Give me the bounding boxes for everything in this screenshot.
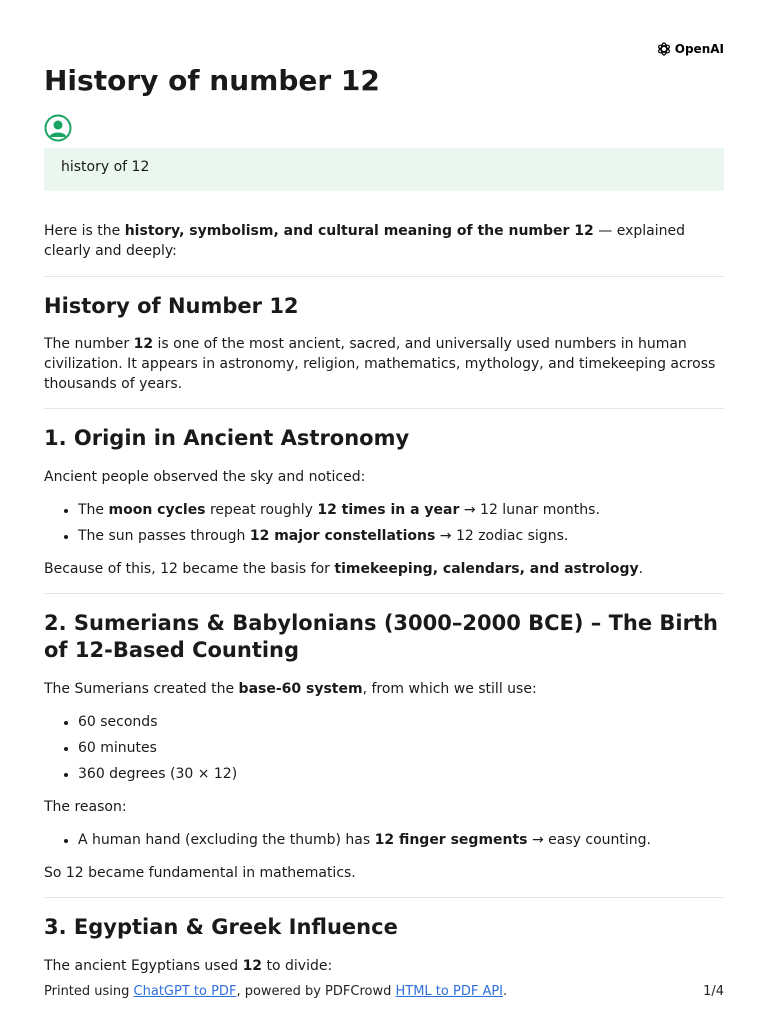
section-heading-3: 3. Egyptian & Greek Influence	[44, 915, 398, 939]
html-to-pdf-api-link[interactable]: HTML to PDF API	[395, 984, 504, 999]
text: The sun passes through	[78, 528, 250, 544]
section3-lead	[44, 956, 724, 976]
bold: 12 major constellations	[249, 528, 436, 544]
user-prompt-text: history of 12	[61, 159, 150, 175]
section-heading-1: 1. Origin in Ancient Astronomy	[44, 426, 410, 450]
main-paragraph	[44, 334, 724, 394]
divider	[44, 276, 724, 277]
text: → 12 lunar months.	[459, 502, 600, 518]
text: repeat roughly	[205, 502, 318, 518]
bold: timekeeping, calendars, and astrology	[334, 561, 639, 577]
list-item	[78, 830, 724, 850]
bold: moon cycles	[108, 502, 206, 518]
bold: 12 finger segments	[374, 832, 528, 848]
list-item: • 360 degrees (30 × 12)	[78, 764, 724, 784]
divider	[44, 593, 724, 594]
footer-text: , powered by PDFCrowd	[236, 984, 396, 999]
text: → easy counting.	[527, 832, 651, 848]
list-item	[78, 526, 724, 546]
chatgpt-to-pdf-link[interactable]: ChatGPT to PDF	[133, 984, 237, 999]
intro-text-end: — explained clearly and deeply:	[44, 223, 685, 259]
user-prompt-box	[44, 148, 724, 191]
openai-logo	[656, 41, 724, 57]
text: The ancient Egyptians used	[44, 958, 243, 974]
main-text: The number	[44, 336, 134, 352]
text: , from which we still use:	[362, 681, 537, 697]
text: The	[78, 502, 109, 518]
page-number: 1/4	[703, 984, 724, 999]
bold: base-60 system	[238, 681, 363, 697]
section1-close	[44, 559, 724, 579]
logo-text: OpenAI	[674, 42, 724, 56]
intro-text: Here is the	[44, 223, 125, 239]
list-item: • 60 minutes	[78, 738, 724, 758]
intro-paragraph	[44, 221, 724, 261]
text: Because of this, 12 became the basis for	[44, 561, 335, 577]
text: .	[638, 561, 644, 577]
section-heading-main: History of Number 12	[44, 294, 299, 318]
bold: 12	[242, 958, 263, 974]
section2-lead	[44, 679, 724, 699]
intro-bold: history, symbolism, and cultural meaning of the number 12	[124, 223, 594, 239]
section1-list	[44, 500, 724, 546]
section-heading-2: 2. Sumerians & Babylonians (3000–2000 BCE) – The Birth of 12-Based Counting	[44, 611, 718, 662]
page-footer	[44, 984, 724, 999]
page-title: History of number 12	[44, 64, 380, 97]
list-item: • 60 seconds	[78, 712, 724, 732]
openai-logo-icon	[656, 41, 672, 57]
list-item	[78, 500, 724, 520]
response-content	[44, 221, 724, 976]
user-avatar-icon	[44, 114, 72, 142]
bold: 12 times in a year	[317, 502, 460, 518]
section2-list	[44, 712, 724, 784]
text: A human hand (excluding the thumb) has	[78, 832, 375, 848]
text: → 12 zodiac signs.	[435, 528, 569, 544]
footer-text: .	[503, 984, 508, 999]
section1-lead: Ancient people observed the sky and noticed:	[44, 469, 366, 485]
section2-reason-list	[44, 830, 724, 850]
footer-text: Printed using	[44, 984, 134, 999]
main-bold: 12	[133, 336, 154, 352]
divider	[44, 408, 724, 409]
section2-reason: The reason:	[44, 799, 127, 815]
text: The Sumerians created the	[44, 681, 239, 697]
text: to divide:	[262, 958, 333, 974]
divider	[44, 897, 724, 898]
main-text-end: is one of the most ancient, sacred, and universally used numbers in human civilization. It appears in astronomy, religion, mathematics, mythology, and timekeeping across thousands of years.	[44, 336, 716, 392]
section2-close: So 12 became fundamental in mathematics.	[44, 865, 356, 881]
footer-credit	[44, 984, 507, 999]
